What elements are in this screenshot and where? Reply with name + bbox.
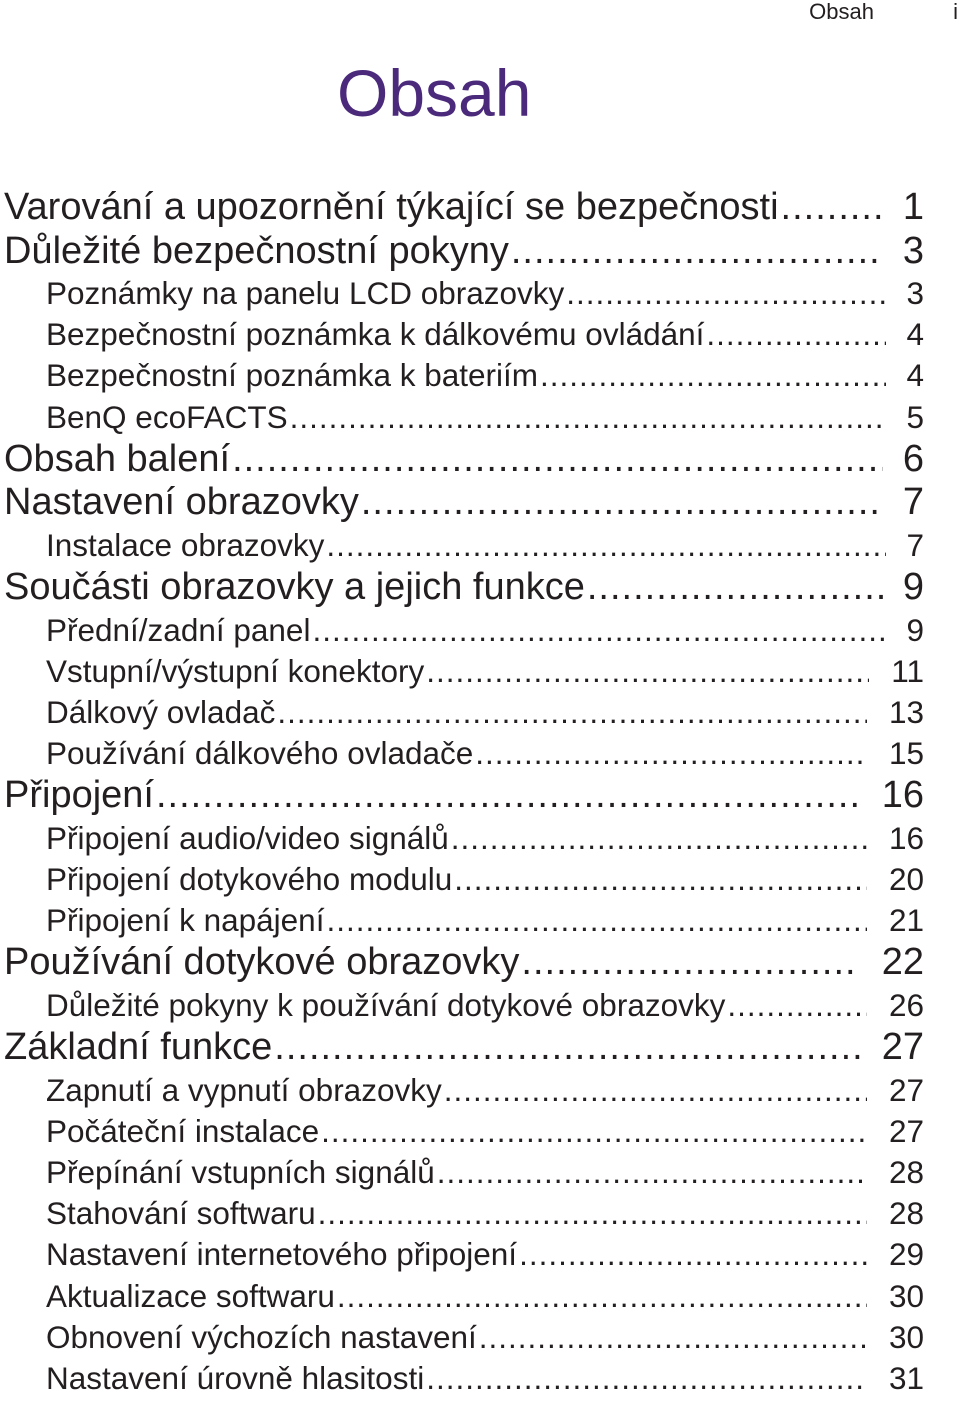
toc-entry-page-number: 9: [902, 566, 924, 609]
toc-entry-page-number: 5: [906, 398, 924, 435]
dot-leader: [475, 733, 867, 774]
toc-chapter-entry[interactable]: [0, 481, 960, 525]
toc-chapter-entry[interactable]: [0, 438, 960, 482]
dot-leader: [479, 1317, 867, 1358]
dot-leader: [781, 186, 883, 230]
toc-entry-label: Připojení dotykového modulu: [46, 861, 453, 898]
toc-entry-label: Přední/zadní panel: [46, 611, 311, 648]
toc-entry-label: Instalace obrazovky: [46, 526, 325, 563]
toc-entry-page-number: 28: [888, 1195, 924, 1232]
toc-section-entry[interactable]: [0, 1070, 960, 1111]
toc-entry-label: Připojení audio/video signálů: [46, 819, 449, 856]
dot-leader: [511, 230, 883, 274]
toc-entry-page-number: 3: [902, 229, 924, 272]
toc-entry-label: Nastavení úrovně hlasitosti: [46, 1360, 425, 1397]
toc-entry-page-number: 16: [888, 819, 924, 856]
toc-entry-label: Zapnutí a vypnutí obrazovky: [46, 1071, 442, 1108]
toc-entry-page-number: 1: [902, 186, 924, 228]
table-of-contents: [0, 186, 960, 1399]
toc-entry-label: Přepínání vstupních signálů: [46, 1154, 435, 1191]
toc-section-entry[interactable]: [0, 859, 960, 900]
dot-leader: [232, 438, 883, 482]
toc-entry-page-number: 7: [902, 481, 924, 524]
toc-section-entry[interactable]: [0, 651, 960, 692]
toc-entry-label: Poznámky na panelu LCD obrazovky: [46, 275, 565, 311]
toc-entry-label: Bezpečnostní poznámka k dálkovému ovládání: [46, 316, 705, 353]
dot-leader: [361, 481, 883, 525]
toc-entry-label: Obsah balení: [4, 437, 231, 480]
toc-chapter-entry[interactable]: [0, 566, 960, 610]
toc-chapter-entry[interactable]: [0, 230, 960, 274]
dot-leader: [337, 1276, 867, 1317]
toc-entry-page-number: 29: [888, 1236, 924, 1273]
toc-entry-page-number: 20: [888, 861, 924, 898]
dot-leader: [454, 859, 867, 900]
toc-section-entry[interactable]: [0, 1317, 960, 1358]
toc-entry-label: Důležité pokyny k používání dotykové obrazovky: [46, 986, 726, 1023]
dot-leader: [426, 651, 869, 692]
toc-entry-page-number: 26: [888, 986, 924, 1023]
toc-section-entry[interactable]: [0, 314, 960, 355]
dot-leader: [321, 1111, 867, 1152]
toc-section-entry[interactable]: [0, 1276, 960, 1317]
toc-entry-label: Varování a upozornění týkající se bezpečnosti: [4, 186, 779, 228]
toc-entry-label: Používání dotykové obrazovky: [4, 941, 520, 984]
toc-entry-page-number: 16: [881, 774, 924, 817]
dot-leader: [312, 610, 886, 651]
toc-entry-label: Důležité bezpečnostní pokyny: [4, 229, 509, 272]
toc-entry-label: Počáteční instalace: [46, 1112, 320, 1149]
toc-entry-page-number: 27: [888, 1112, 924, 1149]
dot-leader: [326, 900, 867, 941]
page-title: Obsah: [337, 56, 532, 130]
toc-section-entry[interactable]: [0, 1193, 960, 1234]
toc-chapter-entry[interactable]: [0, 1026, 960, 1070]
toc-entry-page-number: 3: [906, 275, 924, 311]
toc-section-entry[interactable]: [0, 818, 960, 859]
toc-entry-page-number: 31: [888, 1360, 924, 1397]
dot-leader: [437, 1152, 867, 1193]
toc-entry-page-number: 30: [888, 1277, 924, 1314]
toc-entry-label: Obnovení výchozích nastavení: [46, 1318, 477, 1355]
toc-section-entry[interactable]: [0, 1111, 960, 1152]
dot-leader: [326, 525, 886, 566]
toc-entry-page-number: 6: [902, 437, 924, 480]
toc-entry-page-number: 7: [906, 526, 924, 563]
toc-entry-page-number: 22: [881, 941, 924, 984]
toc-chapter-entry[interactable]: [0, 186, 960, 230]
toc-section-entry[interactable]: [0, 610, 960, 651]
dot-leader: [290, 397, 887, 438]
dot-leader: [277, 692, 867, 733]
dot-leader: [274, 1026, 859, 1070]
dot-leader: [587, 566, 883, 610]
toc-entry-label: Vstupní/výstupní konektory: [46, 652, 425, 689]
toc-entry-label: Nastavení obrazovky: [4, 481, 359, 524]
dot-leader: [727, 985, 867, 1026]
toc-entry-label: Nastavení internetového připojení: [46, 1236, 518, 1273]
toc-section-entry[interactable]: [0, 355, 960, 396]
running-header-page-number: i: [953, 0, 958, 24]
dot-leader: [444, 1070, 867, 1111]
dot-leader: [706, 314, 886, 355]
toc-chapter-entry[interactable]: [0, 941, 960, 985]
toc-section-entry[interactable]: [0, 525, 960, 566]
dot-leader: [521, 941, 859, 985]
toc-section-entry[interactable]: [0, 733, 960, 774]
dot-leader: [519, 1234, 867, 1275]
toc-entry-page-number: 9: [906, 611, 924, 648]
toc-section-entry[interactable]: [0, 273, 960, 314]
toc-entry-label: Používání dálkového ovladače: [46, 735, 474, 772]
toc-entry-page-number: 4: [906, 357, 924, 394]
toc-section-entry[interactable]: [0, 900, 960, 941]
dot-leader: [451, 818, 867, 859]
toc-entry-page-number: 13: [888, 693, 924, 730]
dot-leader: [156, 774, 860, 818]
toc-entry-label: Připojení k napájení: [46, 902, 325, 939]
toc-entry-label: Aktualizace softwaru: [46, 1277, 335, 1314]
toc-entry-page-number: 11: [891, 652, 924, 689]
toc-entry-page-number: 27: [888, 1071, 924, 1108]
dot-leader: [540, 355, 886, 396]
dot-leader: [426, 1358, 867, 1399]
toc-entry-label: BenQ ecoFACTS: [46, 398, 288, 435]
toc-section-entry[interactable]: [0, 1234, 960, 1275]
toc-section-entry[interactable]: [0, 397, 960, 438]
toc-entry-label: Připojení: [4, 774, 154, 817]
toc-entry-label: Základní funkce: [4, 1026, 273, 1069]
running-header-section: Obsah: [809, 0, 874, 24]
toc-entry-page-number: 4: [906, 316, 924, 353]
toc-entry-label: Stahování softwaru: [46, 1195, 316, 1232]
toc-entry-label: Součásti obrazovky a jejich funkce: [4, 566, 585, 609]
toc-entry-page-number: 21: [888, 902, 924, 939]
toc-entry-page-number: 27: [881, 1026, 924, 1069]
dot-leader: [566, 273, 886, 314]
toc-entry-label: Dálkový ovladač: [46, 693, 276, 730]
toc-entry-page-number: 28: [888, 1154, 924, 1191]
toc-section-entry[interactable]: [0, 1152, 960, 1193]
dot-leader: [318, 1193, 867, 1234]
running-header: [0, 0, 960, 28]
toc-entry-page-number: 15: [888, 735, 924, 772]
toc-section-entry[interactable]: [0, 1358, 960, 1399]
toc-section-entry[interactable]: [0, 692, 960, 733]
toc-section-entry[interactable]: [0, 985, 960, 1026]
toc-chapter-entry[interactable]: [0, 774, 960, 818]
toc-entry-page-number: 30: [888, 1318, 924, 1355]
toc-entry-label: Bezpečnostní poznámka k bateriím: [46, 357, 539, 394]
